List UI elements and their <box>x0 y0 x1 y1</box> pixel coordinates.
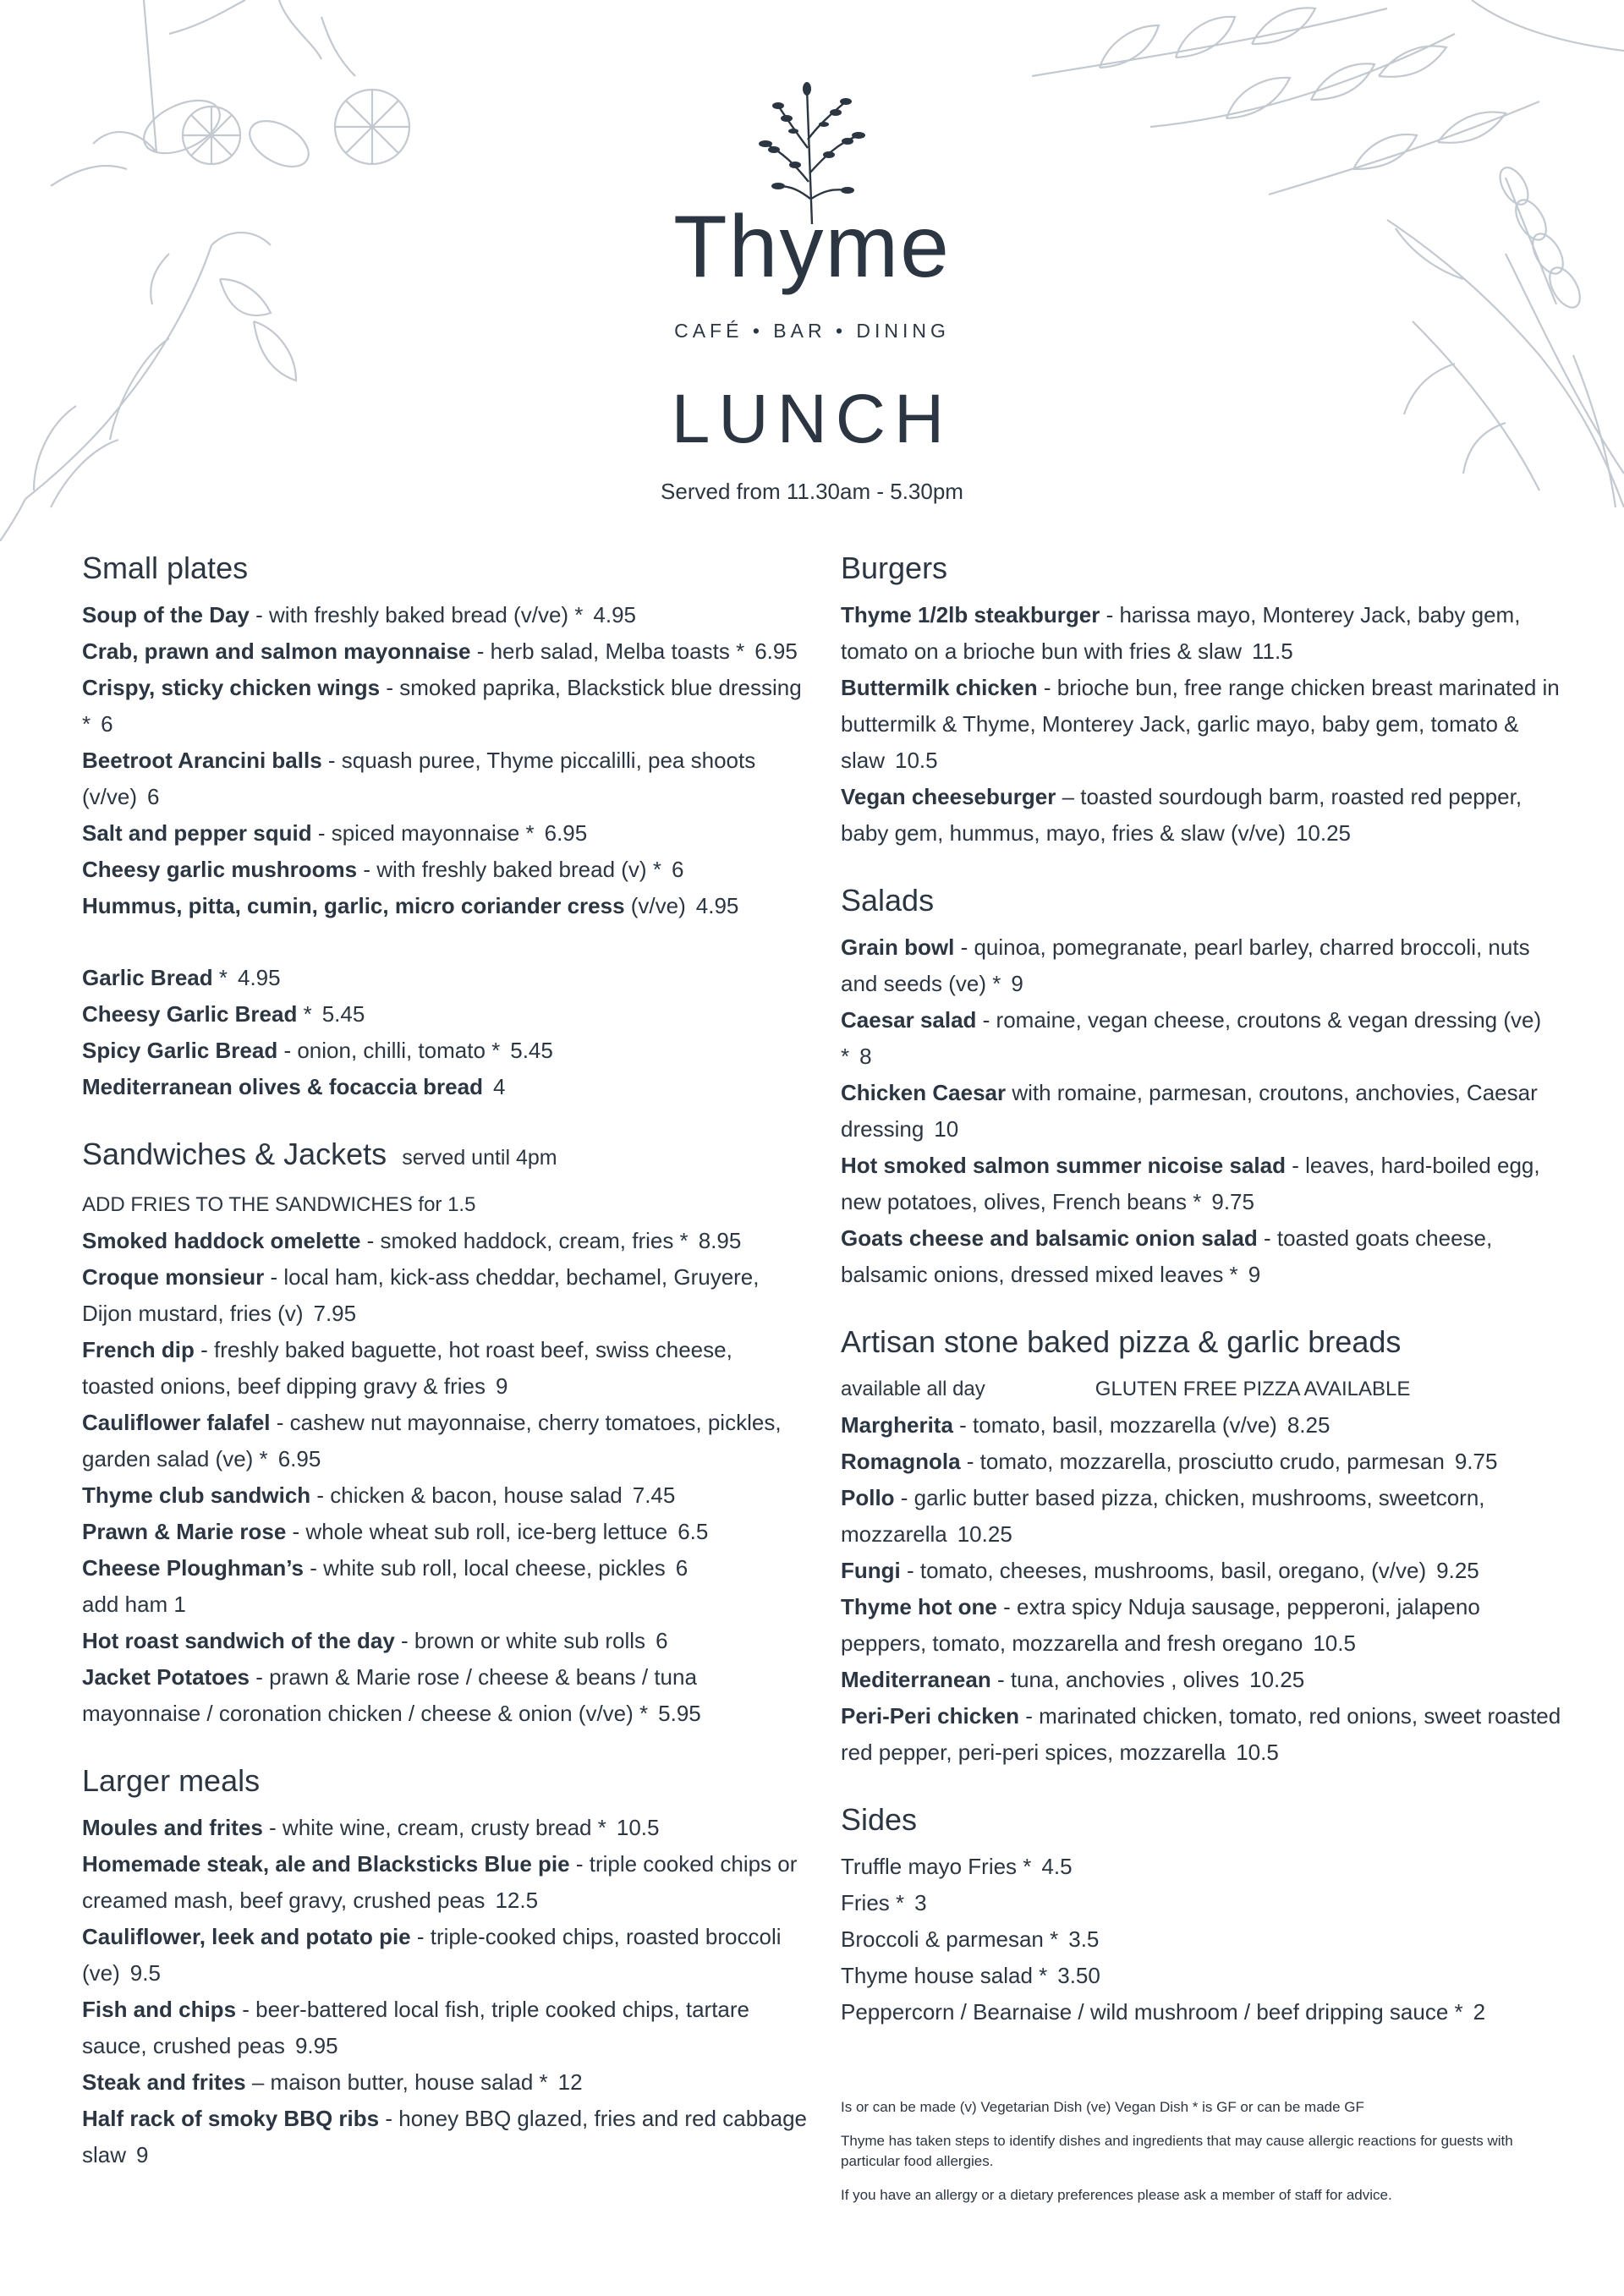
menu-item-price: 3.50 <box>1057 1963 1100 1988</box>
menu-item-description: - tomato, mozzarella, prosciutto crudo, parmesan <box>960 1449 1445 1474</box>
menu-item-description: - beer-battered local fish, triple cooked chips, tartare sauce, crushed peas <box>82 1997 749 2058</box>
menu-item <box>841 1553 1568 1589</box>
menu-item-price: 6.5 <box>678 1519 709 1544</box>
menu-item-name: Hummus, pitta, cumin, garlic, micro coriander cress <box>82 893 625 918</box>
menu-item-name: Pollo <box>841 1485 895 1510</box>
menu-item-description: - triple-cooked chips, roasted broccoli (ve) <box>82 1924 782 1986</box>
menu-item-price: 10.5 <box>1313 1630 1356 1656</box>
menu-item-price: 8.25 <box>1287 1412 1330 1438</box>
menu-item-price: 5.45 <box>321 1001 365 1027</box>
menu-item <box>841 1589 1568 1662</box>
menu-item <box>841 1662 1568 1698</box>
section-heading: Small plates <box>82 551 249 585</box>
menu-item-price: 6.95 <box>277 1446 321 1471</box>
menu-item-price: 12.5 <box>495 1888 539 1913</box>
menu-item-price: 4.95 <box>593 602 637 627</box>
menu-item-price: 8.95 <box>698 1228 742 1253</box>
left-column <box>82 548 809 2202</box>
menu-item-name: Cauliflower falafel <box>82 1410 271 1435</box>
menu-item-name: Cheese Ploughman’s <box>82 1555 304 1581</box>
served-hours: Served from 11.30am - 5.30pm <box>661 479 963 504</box>
menu-item-price: 10.25 <box>957 1521 1012 1547</box>
menu-item-price: 6 <box>675 1555 689 1581</box>
menu-item-price: 6 <box>147 784 160 809</box>
menu-item-name: Goats cheese and balsamic onion salad <box>841 1225 1258 1251</box>
menu-item <box>841 779 1568 852</box>
right-column <box>841 548 1568 2059</box>
section-pizza <box>841 1322 1568 1771</box>
menu-item-price: 6.95 <box>754 638 798 664</box>
menu-item-description: - extra spicy Nduja sausage, pepperoni, jalapeno peppers, tomato, mozzarella and fresh oregano <box>841 1594 1480 1656</box>
menu-item-price: 3.5 <box>1068 1926 1100 1952</box>
section-heading <box>82 1134 809 1178</box>
menu-item-price: 6 <box>101 711 113 737</box>
menu-item-description: - with freshly baked bread (v/ve) * <box>249 602 584 627</box>
menu-item <box>82 1223 809 1259</box>
menu-item-description: - marinated chicken, tomato, red onions, sweet roasted red pepper, peri-peri spices, mozzarella <box>841 1703 1561 1765</box>
menu-item <box>82 1259 809 1332</box>
menu-item-description: - whole wheat sub roll, ice-berg lettuce <box>286 1519 668 1544</box>
menu-item-description: * <box>212 965 228 990</box>
menu-item-name: Steak and frites <box>82 2069 246 2095</box>
menu-item-name: Crab, prawn and salmon mayonnaise <box>82 638 471 664</box>
menu-item-price: 4.95 <box>237 965 281 990</box>
menu-item-price: 6 <box>671 857 684 882</box>
menu-item <box>82 1405 809 1477</box>
menu-item-description: - brown or white sub rolls <box>394 1628 646 1653</box>
menu-item <box>82 852 809 888</box>
dietary-legend: Is or can be made (v) Vegetarian Dish (ve) Vegan Dish * is GF or can be made GF <box>841 2099 1364 2115</box>
menu-item <box>82 1919 809 1992</box>
menu-item-name: Thyme 1/2lb steakburger <box>841 602 1100 627</box>
menu-item-name: Cheesy garlic mushrooms <box>82 857 358 882</box>
menu-item-price: 10.5 <box>895 748 938 773</box>
menu-item <box>82 815 809 852</box>
menu-item-description: - romaine, vegan cheese, croutons & vegan dressing (ve) * <box>841 1007 1542 1069</box>
menu-item-description: - smoked haddock, cream, fries * <box>360 1228 689 1253</box>
menu-item-price: 9.5 <box>129 1960 161 1986</box>
brand-tagline: CAFÉ • BAR • DINING <box>674 320 950 342</box>
menu-item-name: Hot smoked salmon summer nicoise salad <box>841 1153 1286 1178</box>
menu-item-price: 3 <box>914 1890 927 1915</box>
menu-item-name: Garlic Bread <box>82 965 213 990</box>
menu-item-name: Fish and chips <box>82 1997 237 2022</box>
section-burgers <box>841 548 1568 852</box>
menu-item-description: * <box>297 1001 312 1027</box>
allergy-advice: If you have an allergy or a dietary preferences please ask a member of staff for advice. <box>841 2187 1392 2203</box>
menu-item-price: 9 <box>1011 971 1023 996</box>
menu-item <box>82 1810 809 1846</box>
menu-item <box>841 1698 1568 1771</box>
menu-item-price: 9.25 <box>1436 1558 1479 1583</box>
menu-item-name: Thyme club sandwich <box>82 1482 311 1508</box>
menu-item-name: Prawn & Marie rose <box>82 1519 287 1544</box>
sandwich-fries-note: ADD FRIES TO THE SANDWICHES for 1.5 <box>82 1193 476 1216</box>
menu-item-price: 9.75 <box>1454 1449 1498 1474</box>
menu-item <box>82 1659 809 1732</box>
menu-item-description: - leaves, hard-boiled egg, new potatoes, olives, French beans * <box>841 1153 1540 1214</box>
menu-item-description: - onion, chilli, tomato * <box>277 1038 501 1063</box>
gluten-free-note: GLUTEN FREE PIZZA AVAILABLE <box>1095 1378 1411 1400</box>
menu-item-name: Mediterranean <box>841 1667 991 1692</box>
menu-item-description: - with freshly baked bread (v) * <box>357 857 661 882</box>
menu-item-description: - toasted goats cheese, balsamic onions, dressed mixed leaves * <box>841 1225 1493 1287</box>
menu-item <box>841 597 1568 670</box>
menu-item-description: - prawn & Marie rose / cheese & beans / tuna mayonnaise / coronation chicken / cheese & onion (v/ve) * <box>82 1664 697 1726</box>
menu-item <box>841 1002 1568 1075</box>
menu-item-name: Beetroot Arancini balls <box>82 748 322 773</box>
menu-item-name: Mediterranean olives & focaccia bread <box>82 1074 483 1099</box>
menu-item-price: 10.5 <box>1236 1740 1279 1765</box>
menu-item <box>82 1477 809 1514</box>
section-salads <box>841 880 1568 1293</box>
menu-item-price: 6.95 <box>544 820 588 846</box>
menu-item <box>82 1514 809 1550</box>
section-heading: Burgers <box>841 551 948 585</box>
section-sandwiches <box>82 1134 809 1732</box>
section-heading-text: Sandwiches & Jackets <box>82 1137 387 1171</box>
menu-item-description: Fries * <box>841 1890 905 1915</box>
menu-item-name: Moules and frites <box>82 1815 263 1840</box>
section-small-plates <box>82 548 809 1105</box>
menu-item <box>841 1444 1568 1480</box>
pizza-availability <box>841 1371 1568 1407</box>
menu-item-description: - tuna, anchovies , olives <box>990 1667 1240 1692</box>
menu-item-price: 9.95 <box>294 2033 338 2058</box>
menu-item-price: 2 <box>1473 1999 1486 2025</box>
menu-item-name: Hot roast sandwich of the day <box>82 1628 395 1653</box>
menu-item <box>82 1846 809 1919</box>
menu-item <box>841 929 1568 1002</box>
menu-item-name: Jacket Potatoes <box>82 1664 250 1690</box>
menu-item-name: Salt and pepper squid <box>82 820 312 846</box>
menu-item-name: Homemade steak, ale and Blacksticks Blue pie <box>82 1851 570 1877</box>
menu-item-description: - squash puree, Thyme piccalilli, pea shoots (v/ve) <box>82 748 756 809</box>
menu-item <box>82 960 809 996</box>
menu-item-name: Thyme hot one <box>841 1594 997 1619</box>
menu-item-name: Soup of the Day <box>82 602 250 627</box>
menu-item-price: 9 <box>1248 1262 1261 1287</box>
menu-item-description: with romaine, parmesan, croutons, anchovies, Caesar dressing <box>841 1080 1538 1142</box>
menu-item-price: 10.25 <box>1295 820 1352 846</box>
menu-item-name: Vegan cheeseburger <box>841 784 1056 809</box>
menu-item-price: 4.95 <box>695 893 739 918</box>
menu-item-description: - chicken & bacon, house salad <box>310 1482 623 1508</box>
menu-item-price: 10.5 <box>616 1815 660 1840</box>
menu-item-price: 8 <box>859 1044 872 1069</box>
footnotes <box>841 2097 1568 2219</box>
menu-item-price: 10 <box>934 1116 959 1142</box>
menu-item-description: - honey BBQ glazed, fries and red cabbage slaw <box>82 2106 807 2167</box>
menu-item-name: Romagnola <box>841 1449 961 1474</box>
menu-item <box>82 1550 809 1586</box>
menu-item-description: - brioche bun, free range chicken breast marinated in buttermilk & Thyme, Monterey Jack, garlic mayo, baby gem, tomato & slaw <box>841 675 1560 773</box>
menu-item <box>82 670 809 743</box>
menu-item-description: Thyme house salad * <box>841 1963 1048 1988</box>
menu-item <box>82 1623 809 1659</box>
menu-item-description: - triple cooked chips or creamed mash, beef gravy, crushed peas <box>82 1851 798 1913</box>
menu-item-description: Peppercorn / Bearnaise / wild mushroom / beef dripping sauce * <box>841 1999 1463 2025</box>
menu-item-price: 9.75 <box>1211 1189 1254 1214</box>
menu-item <box>841 1148 1568 1220</box>
menu-item-price: 12 <box>557 2069 583 2095</box>
menu-item-price: 5.95 <box>658 1701 701 1726</box>
menu-item-name: Chicken Caesar <box>841 1080 1007 1105</box>
section-heading: Artisan stone baked pizza & garlic breads <box>841 1324 1402 1359</box>
menu-item-name: Grain bowl <box>841 934 955 960</box>
menu-item-name: Cheesy Garlic Bread <box>82 1001 298 1027</box>
menu-item-name: Croque monsieur <box>82 1264 265 1290</box>
menu-item-description: - garlic butter based pizza, chicken, mushrooms, sweetcorn, mozzarella <box>841 1485 1485 1547</box>
menu-item-description: - tomato, cheeses, mushrooms, basil, oregano, (v/ve) <box>900 1558 1427 1583</box>
menu-item-description: - white wine, cream, crusty bread * <box>262 1815 606 1840</box>
menu-item-name: Cauliflower, leek and potato pie <box>82 1924 411 1949</box>
menu-item-price: 10.25 <box>1249 1667 1305 1692</box>
menu-item <box>82 2101 809 2173</box>
menu-item <box>841 1885 1568 1921</box>
allergy-note: Thyme has taken steps to identify dishes and ingredients that may cause allergic reactions for guests with particular food allergies. <box>841 2133 1513 2169</box>
menu-item-description: Truffle mayo Fries * <box>841 1854 1032 1879</box>
pizza-available-all-day: available all day <box>841 1378 985 1400</box>
menu-item-name: Peri-Peri chicken <box>841 1703 1019 1729</box>
menu-item-name: Margherita <box>841 1412 953 1438</box>
menu-item-description: - quinoa, pomegranate, pearl barley, charred broccoli, nuts and seeds (ve) * <box>841 934 1530 996</box>
menu-item-price: 6 <box>656 1628 668 1653</box>
menu-item <box>841 1994 1568 2030</box>
menu-item-price: 9 <box>495 1373 508 1399</box>
menu-item-price: 7.45 <box>632 1482 676 1508</box>
menu-item <box>82 1033 809 1069</box>
section-sides <box>841 1800 1568 2030</box>
menu-item-description: - harissa mayo, Monterey Jack, baby gem, tomato on a brioche bun with fries & slaw <box>841 602 1521 664</box>
menu-item-description: Broccoli & parmesan * <box>841 1926 1059 1952</box>
menu-item <box>82 1069 809 1105</box>
menu-item-price: 11.5 <box>1252 638 1293 664</box>
menu-item-description: - freshly baked baguette, hot roast beef, swiss cheese, toasted onions, beef dipping gravy & fries <box>82 1337 732 1399</box>
menu-item-description: – toasted sourdough barm, roasted red pepper, baby gem, hummus, mayo, fries & slaw (v/ve) <box>841 784 1522 846</box>
section-heading: Salads <box>841 883 935 918</box>
menu-item <box>82 888 809 924</box>
menu-item <box>841 1958 1568 1994</box>
menu-item <box>841 670 1568 779</box>
menu-item-price: 4 <box>492 1074 506 1099</box>
menu-item <box>82 597 809 633</box>
menu-item <box>82 1332 809 1405</box>
section-heading: Larger meals <box>82 1763 261 1798</box>
menu-item-price: 5.45 <box>510 1038 553 1063</box>
menu-item <box>841 1849 1568 1885</box>
menu-item <box>82 2064 809 2101</box>
menu-item-description: - smoked paprika, Blackstick blue dressing * <box>82 675 802 737</box>
menu-item <box>82 996 809 1033</box>
menu-item-description: (v/ve) <box>624 893 686 918</box>
menu-item-description: - spiced mayonnaise * <box>311 820 535 846</box>
menu-item <box>841 1921 1568 1958</box>
brand-name: Thyme <box>673 198 951 296</box>
section-note: served until 4pm <box>402 1146 557 1170</box>
menu-item-price: 4.5 <box>1041 1854 1073 1879</box>
menu-item <box>841 1480 1568 1553</box>
menu-item-description: - white sub roll, local cheese, pickles <box>304 1555 666 1581</box>
menu-item-extra: add ham 1 <box>82 1592 186 1617</box>
menu-item-price: 7.95 <box>313 1301 357 1326</box>
menu-item-name: Buttermilk chicken <box>841 675 1038 700</box>
menu-item-price: 9 <box>136 2142 149 2167</box>
menu-item-name: Spicy Garlic Bread <box>82 1038 278 1063</box>
menu-item-description: - herb salad, Melba toasts * <box>470 638 745 664</box>
menu-item-description: - tomato, basil, mozzarella (v/ve) <box>952 1412 1277 1438</box>
menu-item-description: - cashew nut mayonnaise, cherry tomatoes, pickles, garden salad (ve) * <box>82 1410 782 1471</box>
menu-item-name: Crispy, sticky chicken wings <box>82 675 381 700</box>
section-heading: Sides <box>841 1802 918 1837</box>
menu-item-name: Half rack of smoky BBQ ribs <box>82 2106 380 2131</box>
menu-item-name: Caesar salad <box>841 1007 977 1033</box>
menu-item-name: Fungi <box>841 1558 901 1583</box>
menu-item-description: – maison butter, house salad * <box>245 2069 548 2095</box>
menu-item <box>82 633 809 670</box>
menu-item <box>82 1992 809 2064</box>
menu-title: LUNCH <box>671 381 953 458</box>
menu-item <box>82 743 809 815</box>
menu-item <box>841 1075 1568 1148</box>
section-larger-meals <box>82 1761 809 2173</box>
menu-item-name: French dip <box>82 1337 195 1362</box>
menu-item <box>841 1407 1568 1444</box>
menu-item <box>841 1220 1568 1293</box>
menu-item-name: Smoked haddock omelette <box>82 1228 361 1253</box>
menu-item-description: - local ham, kick-ass cheddar, bechamel, Gruyere, Dijon mustard, fries (v) <box>82 1264 760 1326</box>
